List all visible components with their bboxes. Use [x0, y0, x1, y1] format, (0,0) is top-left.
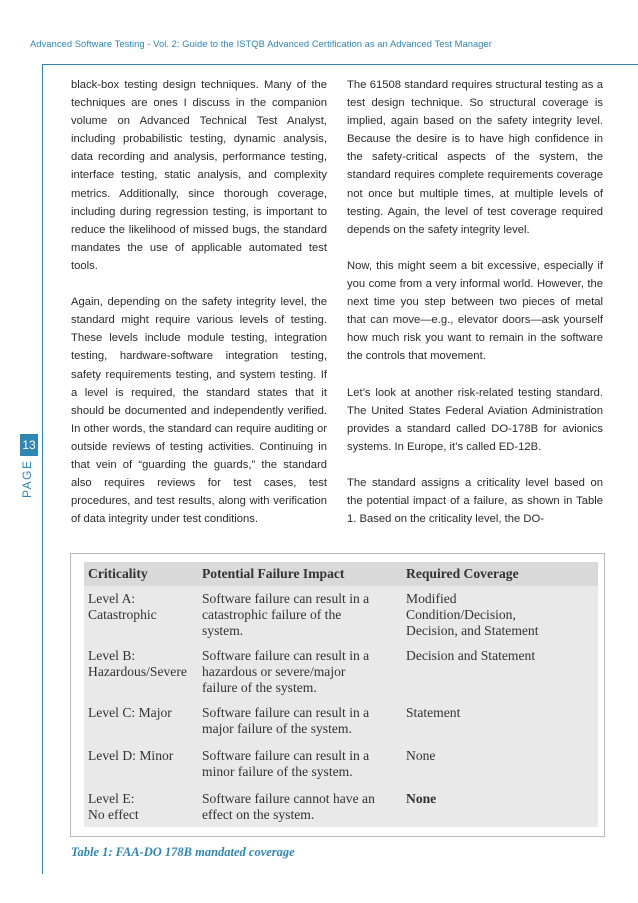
margin-rule: [42, 64, 43, 874]
running-header: Advanced Software Testing - Vol. 2: Guide to the ISTQB Advanced Certification as an Advanced Test Manager: [30, 38, 492, 49]
right-paragraph-3: Let’s look at another risk-related testing standard. The United States Federal Aviation Administration provides a standard called DO-178B for avionics systems. In Europe, it’s called ED-12B.: [347, 386, 603, 453]
cell-impact: [202, 705, 394, 737]
cell-line: Software failure can result in a: [202, 648, 370, 663]
right-paragraph-1: The 61508 standard requires structural testing as a test design technique. So structural coverage is implied, again based on the safety integrity level. Because the desire is to have high confidence in the safety-critical aspects of the system, the standard requires complete requirements coverage not once but multiple times, at multiple levels of testing. Again, the level of test coverage required depends on the safety integrity level.: [347, 79, 603, 236]
cell-line: None: [406, 748, 436, 763]
cell-line: minor failure of the system.: [202, 764, 353, 779]
right-paragraph-4: The standard assigns a criticality level based on the potential impact of a failure, as shown in Table 1. Based on the criticality level, the DO-: [347, 477, 603, 526]
header-coverage: Required Coverage: [406, 566, 519, 581]
cell-line: effect on the system.: [202, 807, 315, 822]
cell-line: No effect: [88, 807, 139, 822]
table-caption: Table 1: FAA-DO 178B mandated coverage: [71, 845, 295, 859]
cell-line: Level B:: [88, 648, 136, 663]
cell-line: Software failure cannot have an: [202, 791, 375, 806]
left-column: [71, 76, 327, 546]
cell-line: Level E:: [88, 791, 135, 806]
cell-criticality: [88, 648, 196, 680]
cell-coverage: [406, 591, 594, 639]
cell-line: failure of the system.: [202, 680, 317, 695]
cell-line: Decision and Statement: [406, 648, 536, 663]
cell-criticality: [88, 705, 196, 721]
cell-line: hazardous or severe/major: [202, 664, 346, 679]
cell-line: Software failure can result in a: [202, 705, 370, 720]
cell-line: Catastrophic: [88, 607, 157, 622]
cell-criticality: [88, 791, 196, 823]
cell-line: None: [406, 791, 437, 806]
header-rule: [42, 64, 638, 65]
cell-line: Hazardous/Severe: [88, 664, 187, 679]
cell-line: Level D: Minor: [88, 748, 174, 763]
cell-line: system.: [202, 623, 244, 638]
cell-line: Decision, and Statement: [406, 623, 539, 638]
table-header-row: [84, 562, 598, 586]
cell-line: Level A:: [88, 591, 136, 606]
cell-line: Software failure can result in a: [202, 591, 370, 606]
cell-line: catastrophic failure of the: [202, 607, 342, 622]
coverage-table-figure: [70, 553, 605, 837]
cell-impact: [202, 591, 394, 639]
cell-line: major failure of the system.: [202, 721, 352, 736]
cell-coverage: [406, 748, 594, 764]
cell-impact: [202, 791, 394, 823]
coverage-table: [84, 562, 598, 827]
left-paragraph-2: Again, depending on the safety integrity level, the standard might require various levels of testing. These levels include module testing, integration testing, hardware-software integration testing, safety requirements testing, and system testing. If a level is required, the standard states that it should be documented and independently verified. In other words, the standard can require auditing or outside reviews of testing activities. Continuing in that vein of “guarding the guards,” the standard also requires reviews for test cases, test procedures, and test results, along with verification of data integrity under test conditions.: [71, 296, 327, 526]
cell-line: Software failure can result in a: [202, 748, 370, 763]
header-criticality: Criticality: [88, 566, 148, 581]
page-label: PAGE: [20, 459, 34, 498]
cell-line: Modified: [406, 591, 457, 606]
cell-line: Statement: [406, 705, 461, 720]
cell-line: Level C: Major: [88, 705, 172, 720]
cell-criticality: [88, 748, 196, 764]
cell-coverage: [406, 648, 594, 664]
right-column: [347, 76, 603, 546]
cell-impact: [202, 748, 394, 780]
cell-criticality: [88, 591, 196, 623]
header-impact: Potential Failure Impact: [202, 566, 345, 581]
cell-impact: [202, 648, 394, 696]
page-number-badge: 13: [20, 434, 38, 456]
left-paragraph-1: black-box testing design techniques. Many of the techniques are ones I discuss in the companion volume on Advanced Technical Test Analyst, including probabilistic testing, dynamic analysis, data recording and analysis, performance testing, interface testing, static analysis, and complexity metrics. Additionally, since thorough coverage, including during regression testing, is important to reduce the likelihood of missed bugs, the standard mandates the use of applicable automated test tools.: [71, 79, 327, 272]
cell-line: Condition/Decision,: [406, 607, 516, 622]
right-paragraph-2: Now, this might seem a bit excessive, especially if you come from a very informal world. However, the next time you step between two pieces of metal that can move—e.g., elevator doors—ask yourself how much risk you want to remain in the software the controls that movement.: [347, 259, 603, 363]
page-label-container: [20, 458, 38, 498]
cell-coverage: [406, 705, 594, 721]
cell-coverage: [406, 791, 594, 807]
